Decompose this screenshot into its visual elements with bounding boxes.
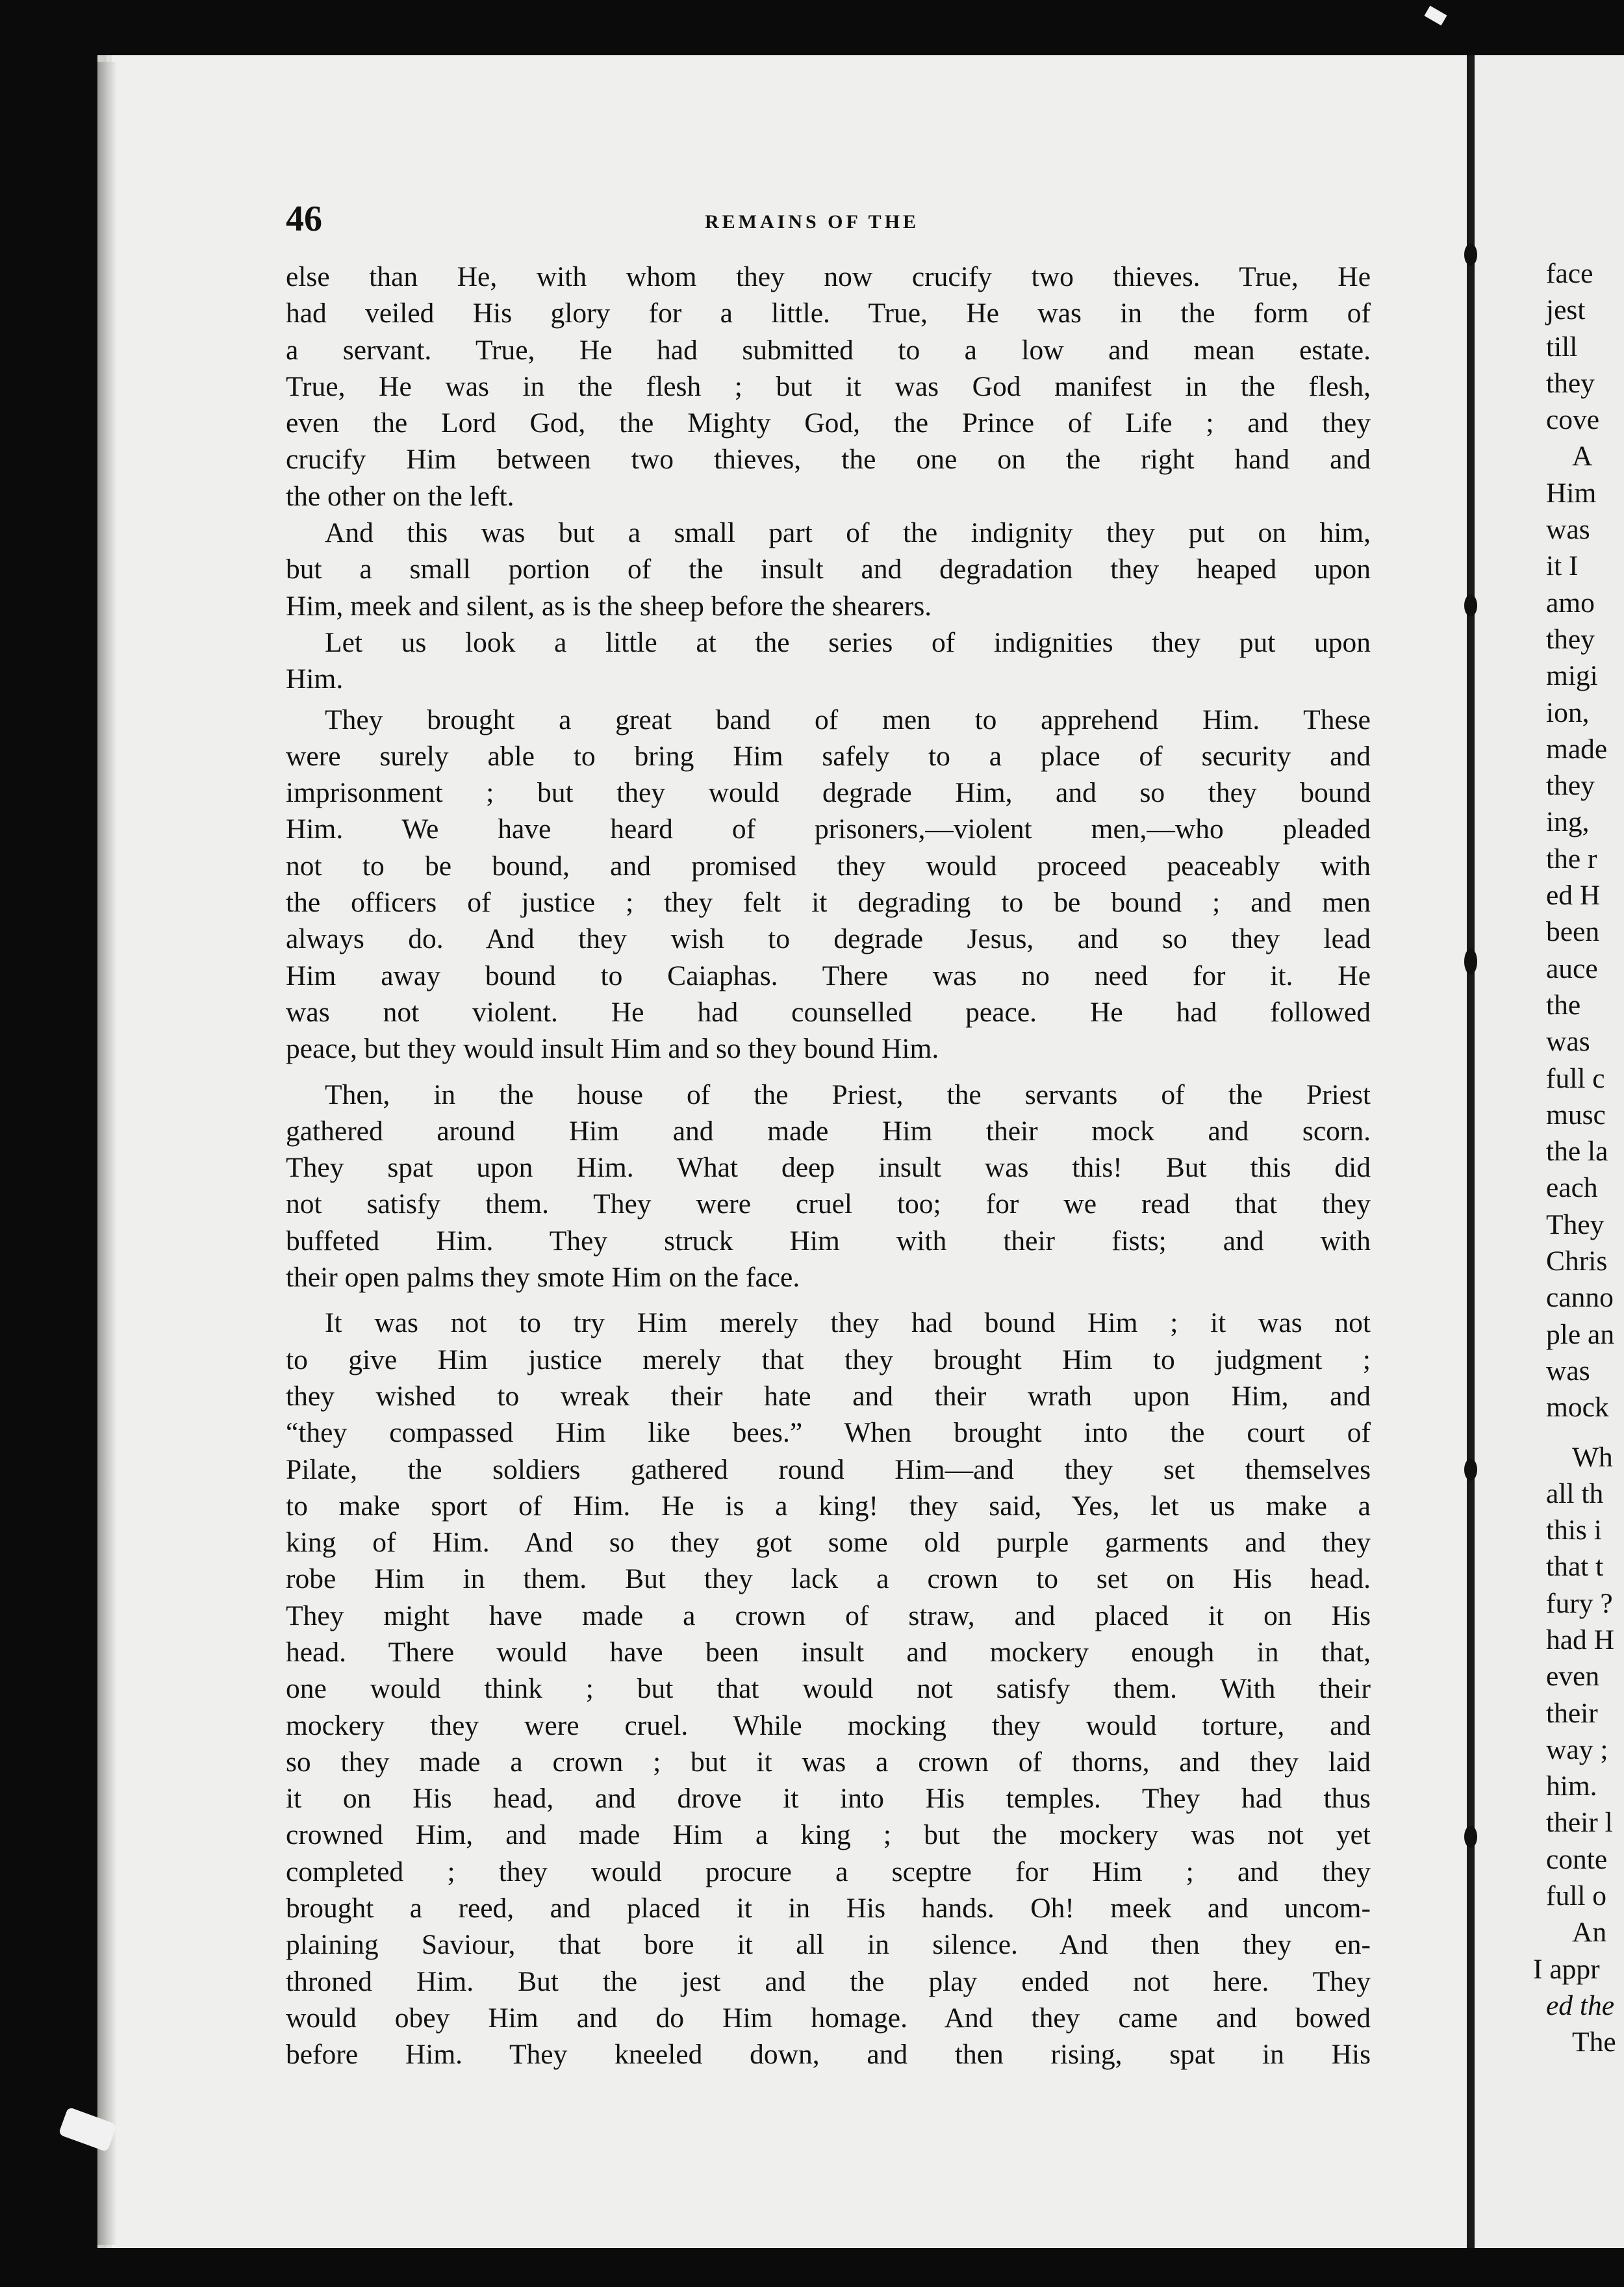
text-line: not to be bound, and promised they would proceed peaceably with [286,850,1371,882]
facing-text-line: cove [1546,404,1600,436]
text-line: “they compassed Him like bees.” When brought into the court of [286,1417,1371,1449]
facing-text-line: been [1546,916,1600,948]
facing-text-line: ing, [1546,806,1590,838]
facing-text-line: all th [1546,1477,1604,1509]
facing-text-line: ion, [1546,696,1590,728]
text-line: peace, but they would insult Him and so they bound Him. [286,1033,939,1065]
text-line: a servant. True, He had submitted to a low and mean estate. [286,334,1371,366]
body-text [286,259,1371,2073]
text-line: True, He was in the flesh ; but it was God manifest in the flesh, [286,370,1371,402]
facing-text-line: the la [1546,1136,1608,1168]
book-gutter [1467,55,1475,2248]
text-line: one would think ; but that would not satisfy them. With their [286,1673,1371,1705]
facing-text-line: even [1546,1661,1600,1693]
facing-text-line: I appr [1533,1953,1600,1985]
text-line: Him. [286,663,344,695]
text-line: they wished to wreak their hate and their wrath upon Him, and [286,1380,1371,1412]
facing-text-line: The [1572,2026,1616,2058]
facing-text-line: An [1572,1917,1607,1948]
text-line: to give Him justice merely that they brought Him to judgment ; [286,1344,1371,1375]
text-line: throned Him. But the jest and the play ended not here. They [286,1965,1371,1997]
text-line: brought a reed, and placed it in His hands. Oh! meek and uncom- [286,1893,1371,1924]
text-line: Him away bound to Caiaphas. There was no need for it. He [286,960,1371,991]
text-line: They brought a great band of men to apprehend Him. These [325,704,1371,735]
binding-mark [1464,594,1477,617]
text-line: not satisfy them. They were cruel too; for we read that they [286,1188,1371,1220]
facing-text-line: their [1546,1697,1598,1729]
facing-text-line: ed H [1546,880,1601,912]
text-line: Pilate, the soldiers gathered round Him—and they set themselves [286,1453,1371,1485]
facing-text-line: each [1546,1172,1598,1204]
text-line: but a small portion of the insult and degradation they heaped upon [286,554,1371,585]
text-line: so they made a crown ; but it was a crown of thorns, and they laid [286,1746,1371,1778]
facing-text-line: him. [1546,1770,1597,1802]
text-line: even the Lord God, the Mighty God, the Prince of Life ; and they [286,407,1371,439]
facing-text-line: canno [1546,1282,1614,1314]
text-line: Him. We have heard of prisoners,—violent men,—who pleaded [286,813,1371,845]
facing-text-line: they [1546,770,1595,802]
page-edge-shadow [97,62,117,2245]
facing-text-line: Chris [1546,1246,1608,1277]
page-header [286,198,1377,244]
facing-text-line: auce [1546,952,1598,984]
text-line: They spat upon Him. What deep insult was this! But this did [286,1152,1371,1184]
facing-text-line: migi [1546,660,1598,692]
text-line: were surely able to bring Him safely to a place of security and [286,740,1371,772]
text-line: to make sport of Him. He is a king! they said, Yes, let us make a [286,1490,1371,1522]
text-line: buffeted Him. They struck Him with their fists; and with [286,1225,1371,1257]
facing-text-line: fury ? [1546,1587,1613,1619]
text-line: head. There would have been insult and mockery enough in that, [286,1636,1371,1668]
text-line: else than He, with whom they now crucify two thieves. True, He [286,261,1371,292]
text-line: before Him. They kneeled down, and then rising, spat in His [286,2039,1371,2071]
text-line: had veiled His glory for a little. True, He was in the form of [286,298,1371,329]
text-line: They might have made a crown of straw, and placed it on His [286,1600,1371,1631]
text-line: would obey Him and do Him homage. And they came and bowed [286,2002,1371,2034]
facing-text-line: ple an [1546,1318,1615,1350]
text-line: the officers of justice ; they felt it degrading to be bound ; and men [286,887,1371,919]
binding-mark [1464,244,1477,266]
facing-page-text [1533,255,1624,2061]
facing-text-line: had H [1546,1624,1615,1655]
text-line: the other on the left. [286,480,514,512]
facing-text-line: musc [1546,1099,1606,1131]
text-line: their open palms they smote Him on the face. [286,1262,800,1294]
text-line: plaining Saviour, that bore it all in silence. And then they en- [286,1929,1371,1961]
facing-text-line: mock [1546,1392,1609,1424]
text-line: crucify Him between two thieves, the one on the right hand and [286,444,1371,476]
text-line: completed ; they would procure a sceptre for Him ; and they [286,1856,1371,1887]
text-line: always do. And they wish to degrade Jesus, and so they lead [286,923,1371,955]
text-line: gathered around Him and made Him their mock and scorn. [286,1115,1371,1147]
text-line: imprisonment ; but they would degrade Him, and so they bound [286,777,1371,809]
facing-text-line: made [1546,733,1608,765]
facing-text-line: ed the [1546,1989,1615,2021]
text-line: was not violent. He had counselled peace. He had followed [286,996,1371,1028]
facing-text-line: They [1546,1208,1605,1240]
text-line: crowned Him, and made Him a king ; but the mockery was not yet [286,1819,1371,1851]
facing-text-line: face [1546,258,1593,289]
running-head: REMAINS OF THE [705,211,920,233]
binding-mark [1464,949,1477,975]
facing-text-line: that t [1546,1551,1604,1583]
facing-text-line: the [1546,989,1581,1021]
facing-text-line: conte [1546,1843,1608,1875]
text-line: It was not to try Him merely they had bound Him ; it was not [325,1307,1371,1339]
facing-text-line: the r [1546,843,1597,875]
text-line: And this was but a small part of the indignity they put on him, [325,517,1371,549]
text-line: Let us look a little at the series of indignities they put upon [325,626,1371,658]
facing-text-line: jest [1546,294,1586,326]
facing-text-line: they [1546,367,1595,399]
text-line: Him, meek and silent, as is the sheep before the shearers. [286,590,932,622]
binding-mark [1464,1826,1477,1848]
facing-text-line: Him [1546,477,1597,509]
facing-text-line: full c [1546,1062,1605,1094]
facing-text-line: it I [1546,550,1579,582]
text-line: Then, in the house of the Priest, the servants of the Priest [325,1079,1371,1110]
facing-text-line: Wh [1572,1441,1613,1473]
facing-text-line: till [1546,331,1578,363]
facing-text-line: was [1546,514,1590,546]
facing-text-line: their l [1546,1807,1613,1839]
text-line: mockery they were cruel. While mocking they would torture, and [286,1709,1371,1741]
facing-text-line: was [1546,1355,1590,1386]
facing-text-line: amo [1546,587,1595,619]
text-line: king of Him. And so they got some old purple garments and they [286,1527,1371,1559]
facing-text-line: they [1546,623,1595,655]
page-number: 46 [286,199,322,239]
text-line: it on His head, and drove it into His temples. They had thus [286,1783,1371,1815]
text-line: robe Him in them. But they lack a crown to set on His head. [286,1563,1371,1595]
facing-text-line: A [1572,441,1593,472]
facing-text-line: full o [1546,1880,1607,1912]
facing-text-line: way ; [1546,1733,1608,1765]
facing-text-line: this i [1546,1514,1602,1546]
facing-text-line: was [1546,1026,1590,1058]
binding-mark [1464,1459,1477,1481]
